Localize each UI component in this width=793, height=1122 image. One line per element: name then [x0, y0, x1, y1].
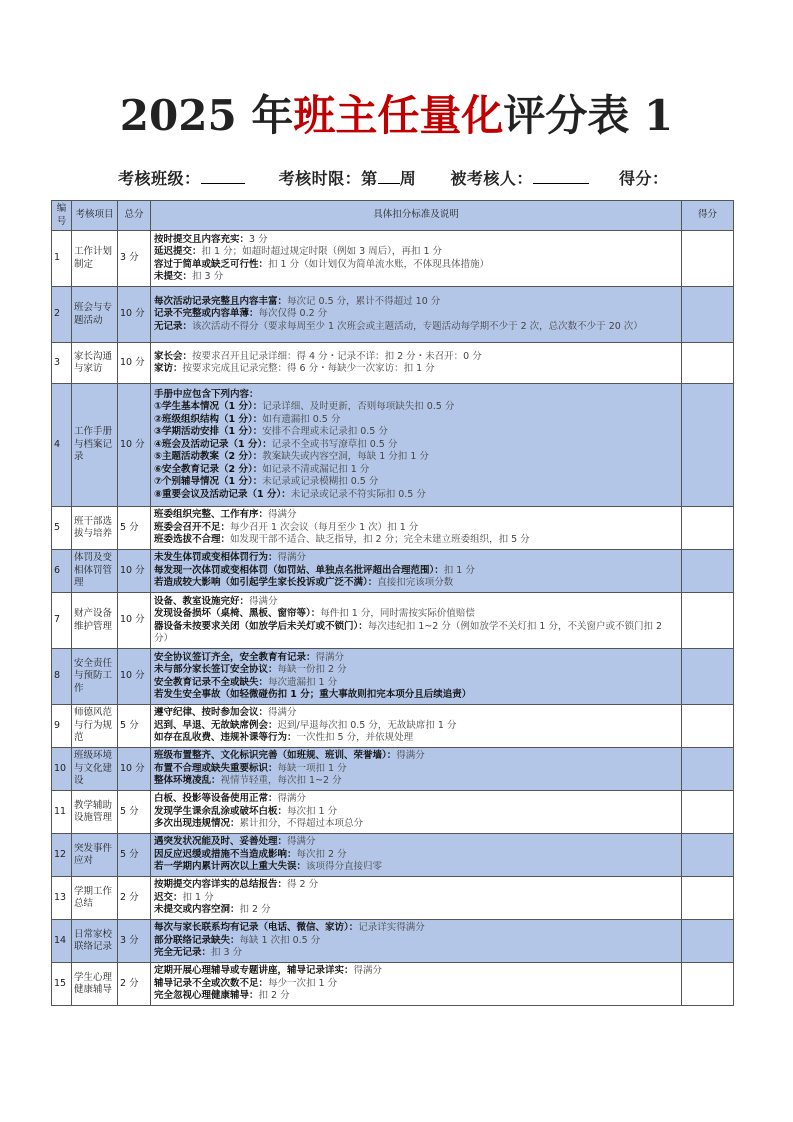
table-row [52, 649, 734, 705]
criteria-heading: 每发现一次体罚或变相体罚（如罚站、单独点名批评超出合理范围）： [154, 564, 444, 576]
criteria-heading: 班级布置整齐、文化标识完善（如班规、班训、荣誉墙）： [154, 750, 397, 762]
criteria-detail: 一次性扣 5 分，并依规处理 [296, 732, 414, 744]
criteria-heading: 遇突发状况能及时、妥善处理： [154, 836, 288, 848]
row-criteria [151, 748, 682, 791]
row-item: 突发事件应对 [72, 834, 118, 877]
table-row [52, 287, 734, 343]
row-criteria [151, 231, 682, 287]
criteria-detail: 每少一次扣 1 分 [268, 977, 338, 989]
row-total-points: 10 分 [118, 748, 151, 791]
criteria-heading: 迟到、早退、无故缺席例会： [154, 719, 278, 731]
row-item: 班会与专题活动 [72, 287, 118, 343]
row-criteria [151, 287, 682, 343]
row-score-cell[interactable] [682, 287, 734, 343]
row-item: 财产设备维护管理 [72, 593, 118, 649]
criteria-line [154, 763, 678, 776]
criteria-detail: 记录不全或书写潦草扣 0.5 分 [271, 438, 398, 450]
criteria-heading: 按时提交且内容充实： [154, 233, 250, 245]
row-criteria [151, 963, 682, 1006]
criteria-heading: 因反应迟缓或措施不当造成影响： [154, 848, 297, 860]
row-score-cell[interactable] [682, 748, 734, 791]
criteria-detail: 该次活动不得分（要求每周至少 1 次班会或主题活动，专题活动每学期不少于 2 次，总次数不少于 20 次） [192, 320, 643, 332]
criteria-detail: 扣 3 分 [192, 271, 224, 282]
criteria-line [154, 849, 678, 862]
criteria-line [154, 246, 678, 259]
row-total-points: 3 分 [118, 231, 151, 287]
table-row [52, 877, 734, 920]
criteria-line [154, 965, 678, 978]
criteria-detail: 每缺一项扣 1 分 [277, 762, 347, 774]
row-total-points: 2 分 [118, 963, 151, 1006]
criteria-detail: 如有遗漏扣 0.5 分 [262, 413, 341, 425]
row-total-points: 10 分 [118, 287, 151, 343]
criteria-heading: 班委会召开不足： [154, 521, 231, 533]
row-total-points: 5 分 [118, 834, 151, 877]
table-row [52, 550, 734, 593]
row-criteria [151, 705, 682, 748]
criteria-line [154, 806, 678, 819]
criteria-line [154, 577, 678, 590]
criteria-line [154, 234, 678, 247]
criteria-heading: 每次活动记录完整且内容丰富： [154, 295, 288, 307]
criteria-detail: 每缺一份扣 2 分 [277, 664, 347, 675]
row-score-cell[interactable] [682, 231, 734, 287]
criteria-line [154, 689, 678, 702]
criteria-heading: 延迟提交： [154, 246, 202, 257]
row-criteria [151, 550, 682, 593]
criteria-detail: 扣 1 分（如计划仅为简单流水账，不体现具体措施） [268, 258, 490, 270]
person-blank[interactable] [533, 169, 589, 184]
row-item: 日常家校联络记录 [72, 920, 118, 963]
criteria-heading: 若造成较大影响（如引起学生家长投诉或广泛不满）： [154, 577, 378, 589]
criteria-line [154, 935, 678, 948]
criteria-line [154, 401, 678, 414]
row-item: 体罚及变相体罚管理 [72, 550, 118, 593]
row-criteria [151, 834, 682, 877]
criteria-line [154, 351, 678, 364]
table-row [52, 834, 734, 877]
row-number: 7 [52, 593, 72, 649]
row-number: 13 [52, 877, 72, 920]
table-row [52, 705, 734, 748]
row-score-cell[interactable] [682, 343, 734, 384]
criteria-heading: ⑦个别辅导情况（1 分）： [154, 476, 263, 488]
criteria-heading: ⑧重要会议及活动记录（1 分）： [154, 488, 291, 500]
criteria-line [154, 732, 678, 745]
row-criteria [151, 877, 682, 920]
criteria-line [154, 793, 678, 806]
criteria-heading: 遵守纪律、按时参加会议： [154, 707, 269, 719]
criteria-heading: ⑤主题活动教案（2 分）： [154, 451, 263, 463]
criteria-detail: 得满分 [315, 651, 345, 663]
criteria-line [154, 861, 678, 874]
person-label: 被考核人： [450, 169, 533, 188]
criteria-detail: 每少召开 1 次会议（每月至少 1 次）扣 1 分 [230, 521, 419, 533]
table-row [52, 920, 734, 963]
row-number: 14 [52, 920, 72, 963]
criteria-heading: 未与部分家长签订安全协议： [154, 664, 278, 675]
row-number: 12 [52, 834, 72, 877]
criteria-detail: 未记录或记录不符实际扣 0.5 分 [290, 488, 426, 500]
table-row [52, 343, 734, 384]
criteria-heading: 迟交： [154, 891, 183, 903]
row-number: 6 [52, 550, 72, 593]
score-table [51, 200, 734, 1006]
period-blank[interactable] [378, 169, 400, 184]
row-score-cell[interactable] [682, 705, 734, 748]
criteria-heading: 整体环境凌乱： [154, 775, 221, 787]
criteria-line [154, 296, 678, 309]
criteria-detail: 按要求完成且记录完整：得 6 分・每缺少一次家访：扣 1 分 [182, 363, 435, 374]
row-item: 安全责任与预防工作 [72, 649, 118, 705]
criteria-detail: 扣 1 分；如超时超过规定时限（例如 3 周后），再扣 1 分 [201, 246, 443, 257]
title-suffix: 评分表 1 [503, 91, 674, 140]
table-row [52, 791, 734, 834]
criteria-heading: 器设备未按要求关闭（如放学后未关灯或不锁门）： [154, 620, 368, 632]
criteria-detail: 每缺 1 次扣 0.5 分 [239, 934, 321, 946]
criteria-detail: 未记录或记录模糊扣 0.5 分 [262, 476, 379, 488]
row-criteria [151, 507, 682, 550]
col-header-total: 总分 [118, 201, 151, 231]
criteria-heading: 容过于简单或缺乏可行性： [154, 258, 269, 270]
criteria-detail: 每次仅得 0.2 分 [258, 308, 328, 320]
criteria-line [154, 439, 678, 452]
table-row [52, 384, 734, 507]
row-score-cell[interactable] [682, 384, 734, 507]
criteria-detail: 记录详实得满分 [358, 922, 425, 934]
table-row [52, 231, 734, 287]
criteria-line [154, 664, 678, 677]
criteria-line [154, 259, 678, 272]
criteria-detail: 每件扣 1 分，同时需按实际价值赔偿 [320, 608, 475, 619]
criteria-line [154, 922, 678, 935]
row-total-points: 10 分 [118, 343, 151, 384]
criteria-heading: 白板、投影等设备使用正常： [154, 793, 278, 805]
criteria-line [154, 904, 678, 917]
criteria-line [154, 596, 678, 609]
criteria-detail: 得满分 [277, 793, 307, 805]
row-number: 8 [52, 649, 72, 705]
criteria-detail: 得 2 分 [287, 879, 319, 891]
criteria-line [154, 677, 678, 690]
title-highlight: 班主任量化 [293, 91, 504, 140]
row-score-cell[interactable] [682, 649, 734, 705]
criteria-heading: ④班会及活动记录（1 分）： [154, 438, 272, 450]
period-label: 考核时限：第 [278, 169, 378, 188]
criteria-heading: 未提交： [154, 271, 193, 282]
row-total-points: 10 分 [118, 550, 151, 593]
criteria-heading: 未提交或内容空洞： [154, 904, 240, 916]
row-item: 班干部选拔与培养 [72, 507, 118, 550]
criteria-line [154, 608, 678, 621]
criteria-line [154, 565, 678, 578]
criteria-detail: 得满分 [268, 509, 297, 521]
criteria-detail: 扣 1 分 [182, 891, 214, 903]
criteria-detail: 累计扣分，不得超过本项总分 [239, 818, 364, 830]
row-criteria [151, 649, 682, 705]
criteria-detail: 得满分 [249, 595, 278, 607]
row-total-points: 5 分 [118, 791, 151, 834]
col-header-score: 得分 [682, 201, 734, 231]
criteria-detail: 3 分 [249, 233, 268, 245]
criteria-detail: 得满分 [353, 965, 383, 977]
criteria-line [154, 775, 678, 788]
criteria-heading: 完全忽视心理健康辅导： [154, 990, 259, 1002]
criteria-heading: ⑥安全教育记录（2 分）： [154, 463, 263, 475]
table-header-row [52, 201, 734, 231]
criteria-heading: 设备、教室设施完好： [154, 595, 250, 607]
row-item: 学期工作总结 [72, 877, 118, 920]
criteria-line [154, 892, 678, 905]
criteria-heading: 定期开展心理辅导或专题讲座，辅导记录详实： [154, 965, 354, 977]
criteria-heading: 若一学期内累计两次以上重大失误： [154, 861, 307, 873]
row-score-cell[interactable] [682, 550, 734, 593]
row-number: 9 [52, 705, 72, 748]
row-total-points: 10 分 [118, 649, 151, 705]
criteria-line [154, 308, 678, 321]
table-row [52, 748, 734, 791]
row-item: 工作手册与档案记录 [72, 384, 118, 507]
period-suffix: 周 [399, 169, 417, 188]
criteria-heading: 多次出现违规情况： [154, 818, 240, 830]
criteria-line [154, 321, 678, 334]
row-item: 师德风范与行为规范 [72, 705, 118, 748]
criteria-line [154, 707, 678, 720]
col-header-item: 考核项目 [72, 201, 118, 231]
assessment-info-line [118, 166, 718, 189]
criteria-line [154, 476, 678, 489]
row-score-cell[interactable] [682, 593, 734, 649]
row-total-points: 5 分 [118, 507, 151, 550]
row-criteria [151, 593, 682, 649]
criteria-line [154, 621, 678, 646]
criteria-heading: 家访： [154, 363, 183, 374]
row-total-points: 3 分 [118, 920, 151, 963]
criteria-detail: 得满分 [277, 552, 307, 564]
criteria-heading: ③学期活动安排（1 分）： [154, 426, 263, 438]
criteria-detail: 安排不合理或未记录扣 0.5 分 [262, 426, 388, 438]
criteria-detail: 如发现干部不适合、缺乏指导，扣 2 分；完全未建立班委组织，扣 5 分 [230, 534, 530, 546]
row-total-points: 5 分 [118, 705, 151, 748]
criteria-detail: 扣 2 分 [239, 904, 271, 916]
class-blank[interactable] [201, 169, 245, 184]
criteria-detail: 每次违纪扣 1~2 分（例如放学不关灯扣 1 分，不关窗户或不锁门扣 2 分） [154, 620, 663, 644]
row-item: 家长沟通与家访 [72, 343, 118, 384]
score-label: 得分： [619, 169, 669, 188]
class-label: 考核班级： [118, 169, 201, 188]
table-row [52, 963, 734, 1006]
criteria-heading: 安全教育记录不全或缺失： [154, 676, 269, 688]
criteria-line [154, 522, 678, 535]
criteria-line [154, 990, 678, 1003]
criteria-detail: 直接扣完该项分数 [377, 577, 454, 589]
criteria-detail: 每次记 0.5 分，累计不得超过 10 分 [287, 295, 441, 307]
table-row [52, 593, 734, 649]
criteria-detail: 得满分 [396, 750, 425, 762]
criteria-line [154, 389, 678, 402]
col-header-no: 编号 [52, 201, 72, 231]
criteria-detail: 扣 1 分 [443, 564, 475, 576]
title-year: 2025 年 [119, 91, 294, 140]
row-number: 2 [52, 287, 72, 343]
criteria-heading: ①学生基本情况（1 分）： [154, 401, 263, 413]
row-score-cell[interactable] [682, 507, 734, 550]
criteria-line [154, 836, 678, 849]
criteria-detail: 每次遗漏扣 1 分 [268, 676, 338, 688]
row-score-cell[interactable] [682, 877, 734, 920]
criteria-line [154, 464, 678, 477]
row-score-cell[interactable] [682, 834, 734, 877]
criteria-line [154, 414, 678, 427]
criteria-line [154, 271, 678, 284]
criteria-heading: 布置不合理或缺失重要标识： [154, 762, 278, 774]
criteria-heading: 手册中应包含下列内容： [154, 388, 259, 400]
criteria-line [154, 720, 678, 733]
criteria-heading: 安全协议签订齐全，安全教育有记录： [154, 651, 316, 663]
row-item: 班级环境与文化建设 [72, 748, 118, 791]
criteria-heading: 按期提交内容详实的总结报告： [154, 879, 288, 891]
criteria-heading: 辅导记录不全或次数不足： [154, 977, 269, 989]
criteria-detail: 按要求召开且记录详细：得 4 分・记录不详：扣 2 分・未召开：0 分 [192, 350, 482, 362]
criteria-heading: 发现设备损坏（桌椅、黑板、窗帘等）： [154, 608, 321, 619]
row-total-points: 10 分 [118, 593, 151, 649]
row-score-cell[interactable] [682, 920, 734, 963]
col-header-desc: 具体扣分标准及说明 [151, 201, 682, 231]
criteria-line [154, 509, 678, 522]
criteria-line [154, 451, 678, 464]
criteria-line [154, 534, 678, 547]
row-criteria [151, 791, 682, 834]
row-score-cell[interactable] [682, 791, 734, 834]
row-number: 11 [52, 791, 72, 834]
criteria-heading: 未发生体罚或变相体罚行为： [154, 552, 278, 564]
criteria-heading: 完全无记录： [154, 947, 212, 959]
criteria-line [154, 879, 678, 892]
criteria-line [154, 947, 678, 960]
row-total-points: 2 分 [118, 877, 151, 920]
row-number: 1 [52, 231, 72, 287]
criteria-line [154, 978, 678, 991]
row-number: 15 [52, 963, 72, 1006]
row-item: 学生心理健康辅导 [72, 963, 118, 1006]
row-total-points: 10 分 [118, 384, 151, 507]
table-row [52, 507, 734, 550]
row-criteria [151, 343, 682, 384]
criteria-heading: ②班级组织结构（1 分）： [154, 413, 263, 425]
criteria-detail: 扣 3 分 [211, 947, 243, 959]
criteria-heading: 发现学生课余乱涂或破坏白板： [154, 805, 288, 817]
criteria-heading: 班委选拔不合理： [154, 534, 231, 546]
criteria-line [154, 426, 678, 439]
row-item: 工作计划制定 [72, 231, 118, 287]
criteria-detail: 迟到/早退每次扣 0.5 分，无故缺席扣 1 分 [277, 719, 457, 731]
criteria-heading: 如存在乱收费、违规补课等行为： [154, 732, 297, 744]
criteria-detail: 如记录不清或漏记扣 1 分 [262, 463, 370, 475]
criteria-line [154, 363, 678, 376]
criteria-line [154, 750, 678, 763]
criteria-heading: 无记录： [154, 320, 193, 332]
criteria-detail: 记录详细、及时更新，否则每项缺失扣 0.5 分 [262, 401, 455, 413]
row-criteria [151, 920, 682, 963]
criteria-detail: 得满分 [287, 836, 316, 848]
row-number: 4 [52, 384, 72, 507]
row-criteria [151, 384, 682, 507]
criteria-line [154, 818, 678, 831]
criteria-heading: 班委组织完整、工作有序： [154, 509, 269, 521]
criteria-detail: 教案缺失或内容空洞，每缺 1 分扣 1 分 [262, 451, 429, 463]
criteria-heading: 若发生安全事故（如轻微碰伤扣 1 分；重大事故则扣完本项分且后续追责） [154, 689, 472, 700]
row-score-cell[interactable] [682, 963, 734, 1006]
row-number: 5 [52, 507, 72, 550]
criteria-heading: 每次与家长联系均有记录（电话、微信、家访）： [154, 922, 359, 934]
criteria-detail: 每次扣 2 分 [296, 848, 347, 860]
criteria-line [154, 652, 678, 665]
criteria-heading: 记录不完整或内容单薄： [154, 308, 259, 320]
criteria-heading: 部分联络记录缺失： [154, 934, 240, 946]
criteria-line [154, 552, 678, 565]
criteria-detail: 扣 2 分 [258, 990, 290, 1002]
page-title [0, 88, 793, 144]
criteria-heading: 家长会： [154, 350, 193, 362]
criteria-detail: 该项得分直接归零 [306, 861, 383, 873]
row-item: 教学辅助设施管理 [72, 791, 118, 834]
criteria-detail: 得满分 [268, 707, 297, 719]
criteria-line [154, 489, 678, 502]
row-number: 10 [52, 748, 72, 791]
criteria-detail: 视情节轻重，每次扣 1~2 分 [220, 775, 342, 787]
row-number: 3 [52, 343, 72, 384]
criteria-detail: 每次扣 1 分 [287, 805, 338, 817]
